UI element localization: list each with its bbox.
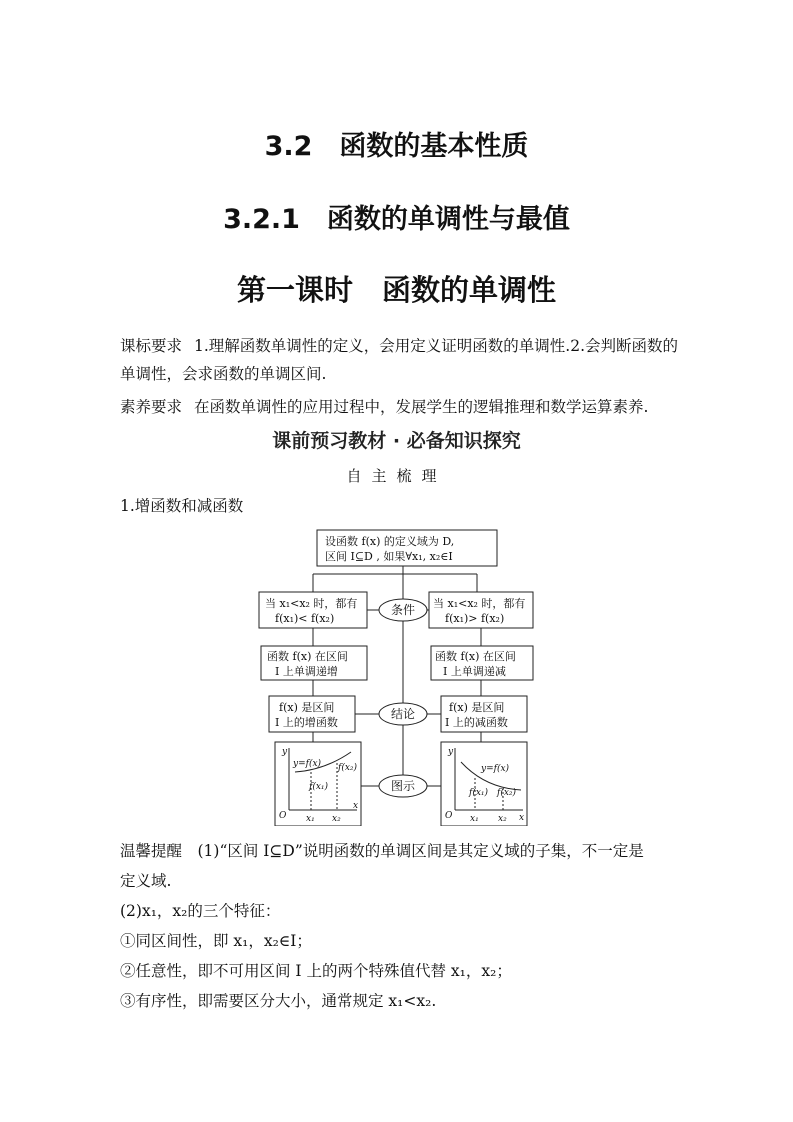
left-cond-line2: f(x₁)< f(x₂) xyxy=(275,612,335,625)
left-conc-line1: f(x) 是区间 xyxy=(279,701,335,714)
left-origin-label: O xyxy=(279,811,287,821)
tips-line: ①同区间性，即 x₁，x₂∈I； xyxy=(120,932,312,950)
right-conc-line2: I 上的减函数 xyxy=(445,716,508,729)
left-curve-label: y=f(x) xyxy=(293,759,322,769)
condition-label: 条件 xyxy=(390,603,416,617)
left-x2-label: x₂ xyxy=(332,814,341,824)
right-fx1-label: f(x₁) xyxy=(469,788,489,798)
left-mono-line2: I 上单调递增 xyxy=(275,665,338,678)
monotonicity-diagram xyxy=(255,526,537,826)
literacy-requirements xyxy=(120,393,680,421)
left-fx1-label: f(x₁) xyxy=(309,782,329,792)
left-y-label: y xyxy=(282,747,288,757)
tips-line: 温馨提醒 (1)“区间 I⊆D”说明函数的单调区间是其定义域的子集，不一定是 xyxy=(120,842,644,860)
tips-line: ②任意性，即不可用区间 I 上的两个特殊值代替 x₁，x₂； xyxy=(120,962,512,980)
right-graph-box xyxy=(441,742,527,826)
section-title: 3.2 函数的基本性质 xyxy=(264,131,529,162)
self-study-subtitle: 自主梳理 xyxy=(346,467,447,485)
left-x1-label: x₁ xyxy=(306,814,315,824)
right-conc-line1: f(x) 是区间 xyxy=(449,701,505,714)
right-mono-line2: I 上单调递减 xyxy=(443,665,506,678)
right-fx2-label: f(x₂) xyxy=(497,788,517,798)
tips-block xyxy=(120,836,680,1016)
topic-heading: 1.增函数和减函数 xyxy=(120,497,244,515)
tips-line: 定义域. xyxy=(120,872,172,890)
curriculum-requirements xyxy=(120,332,680,388)
literacy-label: 素养要求 xyxy=(120,398,183,416)
left-conc-line2: I 上的增函数 xyxy=(275,716,338,729)
literacy-text: 在函数单调性的应用过程中，发展学生的逻辑推理和数学运算素养. xyxy=(194,398,649,416)
right-x-label: x xyxy=(519,813,525,823)
right-origin-label: O xyxy=(445,811,453,821)
left-mono-line1: 函数 f(x) 在区间 xyxy=(267,650,348,663)
top-line1: 设函数 f(x) 的定义域为 D, xyxy=(325,535,455,548)
tips-line: (2)x₁，x₂的三个特征： xyxy=(120,902,281,920)
subsection-title: 3.2.1 函数的单调性与最值 xyxy=(223,204,570,235)
requirements-label: 课标要求 xyxy=(120,337,183,355)
right-curve-label: y=f(x) xyxy=(481,764,510,774)
left-cond-line1: 当 x₁<x₂ 时，都有 xyxy=(265,597,358,610)
graph-label: 图示 xyxy=(390,779,416,793)
lesson-title: 第一课时 函数的单调性 xyxy=(236,273,556,307)
requirements-text: 1.理解函数单调性的定义，会用定义证明函数的单调性.2.会判断函数的单调性，会求函数的单调区间. xyxy=(120,337,679,383)
right-x1-label: x₁ xyxy=(470,814,479,824)
left-x-label: x xyxy=(353,801,359,811)
preview-section-title: 课前预习教材 · 必备知识探究 xyxy=(272,430,521,452)
tips-line: ③有序性，即需要区分大小，通常规定 x₁<x₂. xyxy=(120,992,437,1010)
top-line2: 区间 I⊆D , 如果∀x₁, x₂∈I xyxy=(325,550,453,563)
right-cond-line2: f(x₁)> f(x₂) xyxy=(445,612,505,625)
left-fx2-label: f(x₂) xyxy=(338,763,358,773)
right-y-label: y xyxy=(448,747,454,757)
right-x2-label: x₂ xyxy=(498,814,507,824)
conclusion-label: 结论 xyxy=(390,707,416,721)
right-mono-line1: 函数 f(x) 在区间 xyxy=(435,650,516,663)
right-cond-line1: 当 x₁<x₂ 时，都有 xyxy=(433,597,526,610)
